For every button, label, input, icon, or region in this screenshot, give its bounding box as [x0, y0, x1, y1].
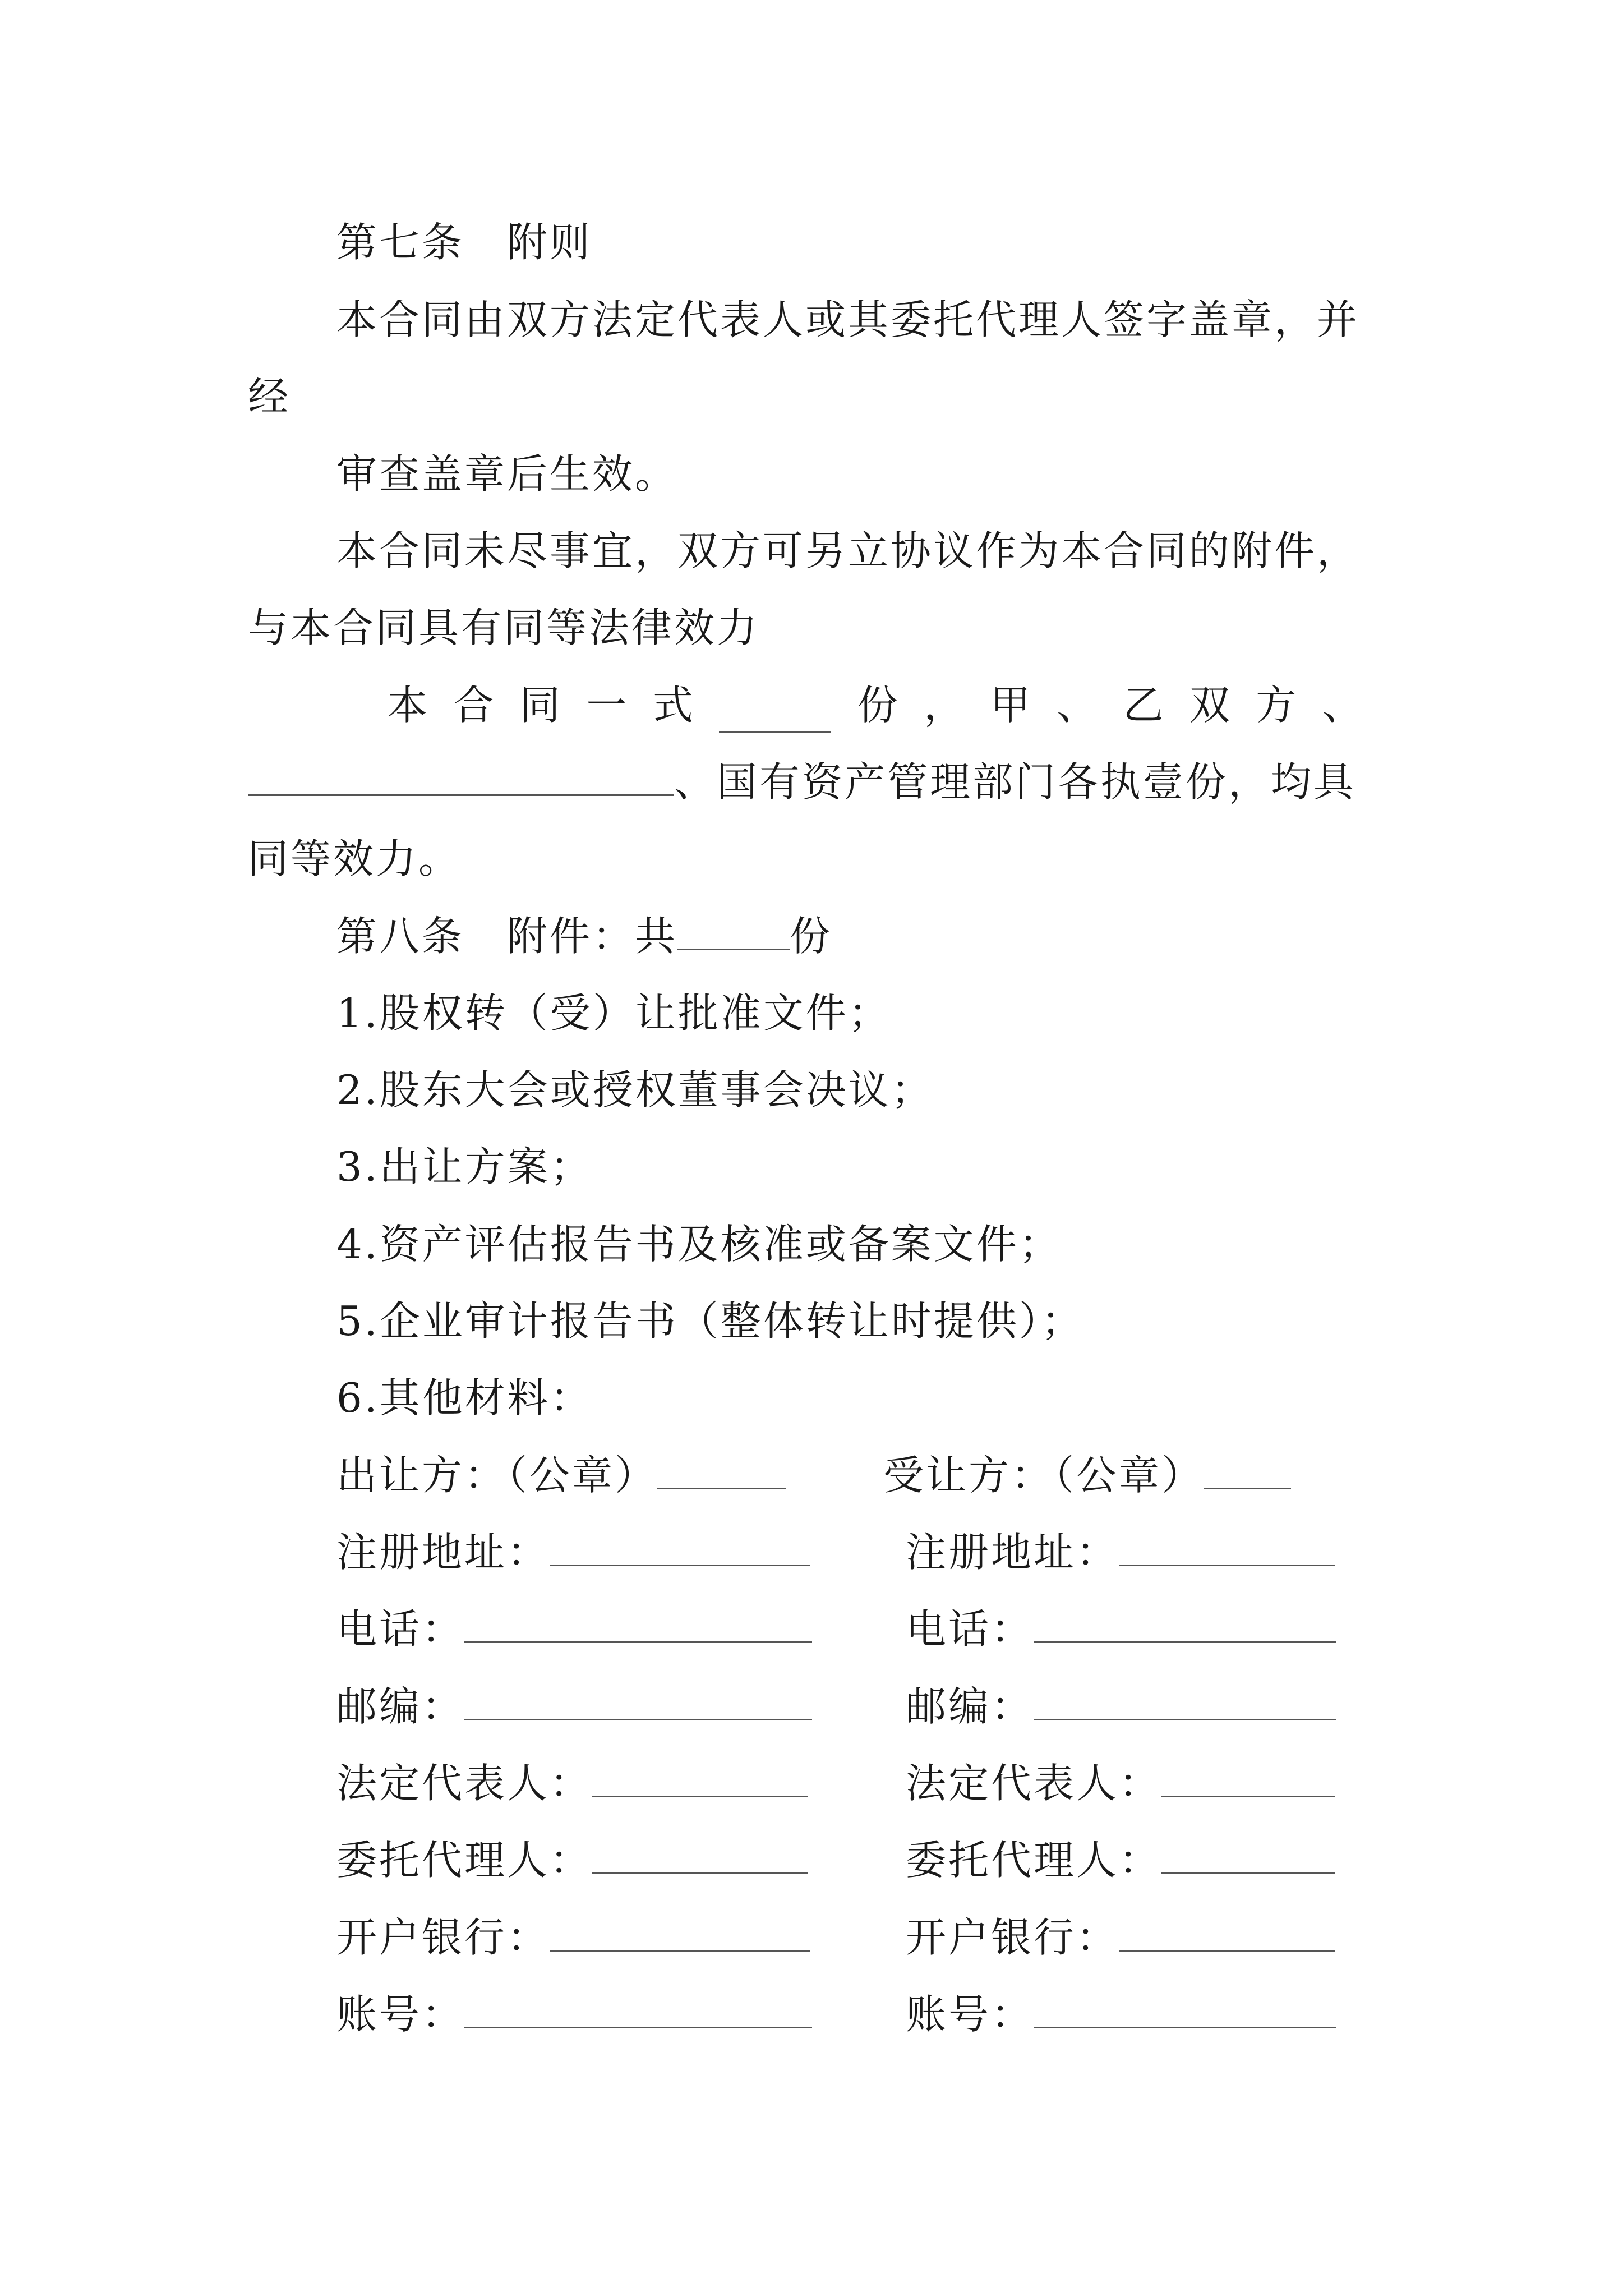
field-label: 法定代表人： — [906, 1760, 1162, 1807]
attachment-item: 5.企业审计报告书（整体转让时提供）； — [336, 1297, 1084, 1345]
transferee-seal-line — [883, 1447, 1291, 1503]
attachment-item: 6.其他材料： — [336, 1374, 593, 1421]
attachment-item: 4.资产评估报告书及核准或备案文件； — [336, 1221, 1062, 1268]
field-blank — [1034, 1992, 1336, 2028]
field-blank — [464, 1607, 812, 1643]
p4-char: 乙 — [1123, 682, 1164, 729]
transferee-blank — [1204, 1453, 1291, 1489]
right-field-address — [906, 1524, 1335, 1580]
field-blank — [1119, 1915, 1335, 1952]
field-label: 开户银行： — [336, 1914, 550, 1961]
field-blank — [1161, 1838, 1335, 1874]
left-field-agent — [336, 1832, 808, 1888]
copies-blank — [719, 697, 831, 733]
field-blank — [1034, 1607, 1336, 1643]
article-7-title: 第七条 附则 — [336, 219, 593, 266]
field-blank — [464, 1684, 812, 1720]
transferor-blank — [657, 1453, 786, 1489]
field-label: 委托代理人： — [906, 1837, 1162, 1884]
field-label: 邮编： — [906, 1683, 1034, 1730]
attachment-item: 2.股东大会或授权董事会决议； — [336, 1066, 934, 1114]
paragraph-4-line-1 — [387, 677, 1363, 733]
paragraph-4-line-2-text: 、国有资产管理部门各执壹份，均具 — [674, 758, 1357, 806]
field-label: 账号： — [906, 1991, 1034, 2038]
p4-char: 、 — [1057, 682, 1098, 729]
right-field-bank — [906, 1910, 1335, 1966]
left-field-bank — [336, 1910, 810, 1966]
p4-char: 同 — [519, 682, 560, 729]
attachment-item: 1.股权转（受）让批准文件； — [336, 990, 891, 1037]
p4-char: 一 — [586, 682, 627, 729]
field-blank — [592, 1838, 808, 1874]
article-8-title — [336, 908, 832, 964]
field-blank — [550, 1530, 810, 1566]
paragraph-1-line-2: 经 — [248, 373, 291, 420]
field-blank — [1161, 1761, 1335, 1797]
field-blank — [550, 1915, 810, 1952]
paragraph-4-line-3: 同等效力。 — [248, 835, 462, 882]
field-blank — [1119, 1530, 1335, 1566]
p4-char: 方 — [1256, 682, 1297, 729]
left-field-address — [336, 1524, 810, 1580]
left-field-phone — [336, 1601, 812, 1657]
field-label: 电话： — [336, 1605, 465, 1653]
transferor-label: 出让方：（公章） — [336, 1452, 658, 1499]
left-field-account — [336, 1986, 812, 2042]
paragraph-3-line-1: 本合同未尽事宜，双方可另立协议作为本合同的附件， — [336, 527, 1360, 574]
p4-char: ， — [924, 682, 965, 729]
article-8-prefix: 第八条 附件：共 — [336, 913, 678, 960]
right-field-agent — [906, 1832, 1335, 1888]
paragraph-4-line-2 — [248, 754, 1356, 810]
paragraph-3-line-2: 与本合同具有同等法律效力 — [248, 604, 760, 651]
paragraph-1-line-1: 本合同由双方法定代表人或其委托代理人签字盖章，并 — [336, 296, 1360, 343]
field-label: 法定代表人： — [336, 1760, 593, 1807]
article-8-suffix: 份 — [790, 913, 833, 960]
field-label: 注册地址： — [906, 1529, 1119, 1576]
field-label: 开户银行： — [906, 1914, 1119, 1961]
field-label: 注册地址： — [336, 1529, 550, 1576]
left-field-postcode — [336, 1678, 812, 1734]
p4-char: 本 — [387, 682, 428, 729]
field-label: 委托代理人： — [336, 1837, 593, 1884]
field-label: 账号： — [336, 1991, 465, 2038]
party-blank — [248, 760, 674, 796]
p4-char: 甲 — [990, 682, 1031, 729]
attachment-item: 3.出让方案； — [336, 1143, 593, 1190]
paragraph-2: 审查盖章后生效。 — [336, 450, 678, 498]
field-label: 电话： — [906, 1605, 1034, 1653]
field-blank — [592, 1761, 808, 1797]
right-field-postcode — [906, 1678, 1336, 1734]
field-blank — [464, 1992, 812, 2028]
right-field-legal-rep — [906, 1755, 1335, 1811]
right-field-account — [906, 1986, 1336, 2042]
left-field-legal-rep — [336, 1755, 808, 1811]
field-blank — [1034, 1684, 1336, 1720]
field-label: 邮编： — [336, 1683, 465, 1730]
right-field-phone — [906, 1601, 1336, 1657]
attachment-count-blank — [677, 914, 790, 950]
p4-char: 双 — [1189, 682, 1230, 729]
transferee-label: 受让方：（公章） — [883, 1452, 1205, 1499]
p4-char: 式 — [652, 682, 693, 729]
p4-char: 、 — [1322, 682, 1363, 729]
p4-char: 合 — [453, 682, 494, 729]
transferor-seal-line — [336, 1447, 786, 1503]
p4-char: 份 — [857, 682, 898, 729]
